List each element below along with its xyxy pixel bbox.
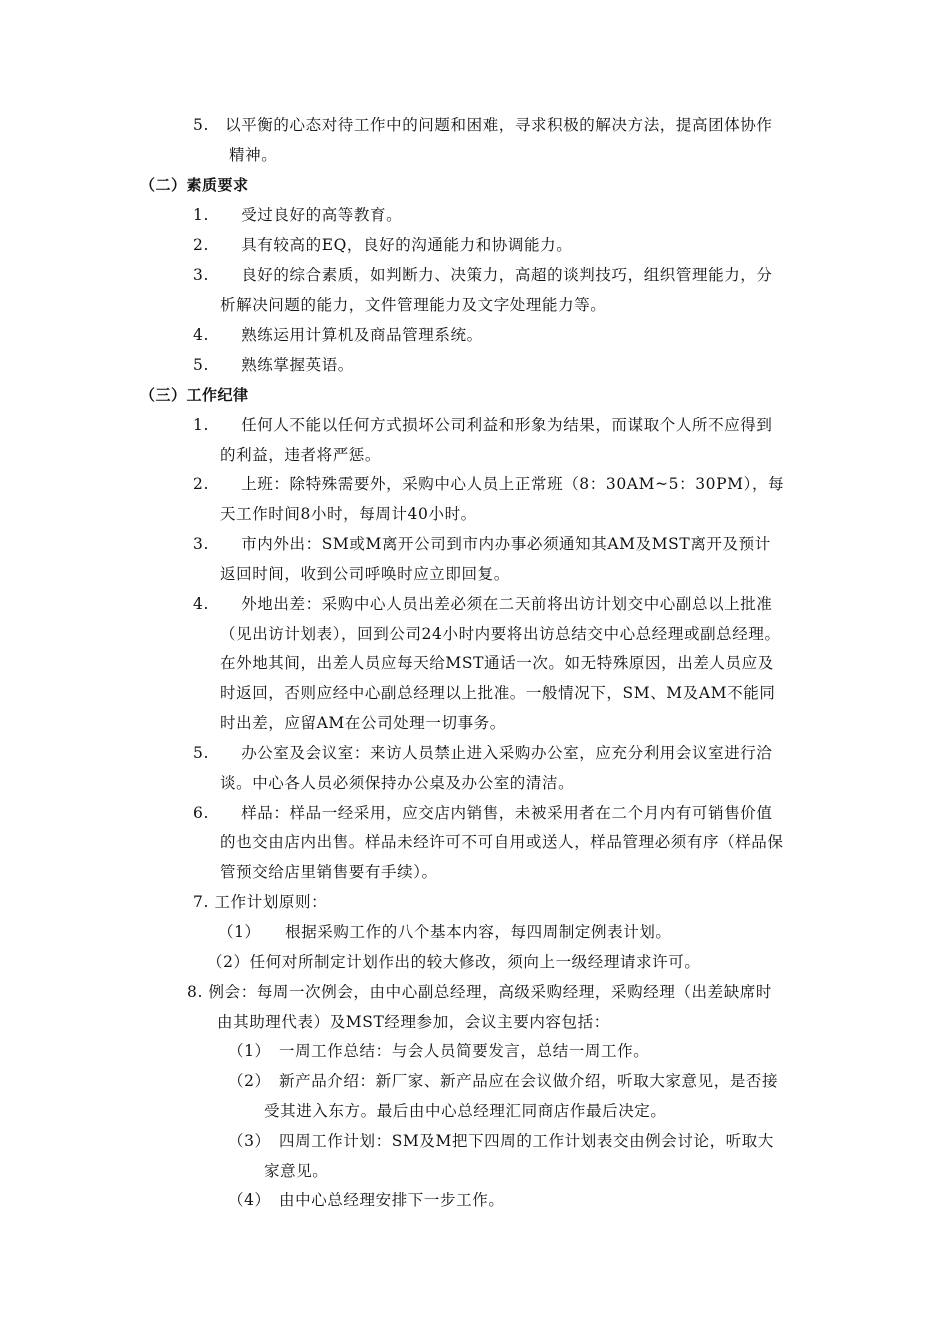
list-item: 6. 样品：样品一经采用，应交店内销售，未被采用者在二个月内有可销售价值 (193, 804, 773, 822)
sub-list-item: （1） 一周工作总结：与会人员简要发言，总结一周工作。 (228, 1042, 650, 1060)
list-item: 1. 受过良好的高等教育。 (193, 206, 403, 224)
list-item-continuation: 谈。中心各人员必须保持办公桌及办公室的清洁。 (220, 774, 575, 792)
list-item-continuation: （见出访计划表），回到公司24小时内要将出访总结交中心总经理或副总经理。 (220, 625, 781, 643)
list-item: 3. 良好的综合素质，如判断力、决策力，高超的谈判技巧，组织管理能力，分 (193, 266, 773, 284)
list-item-continuation: 由其助理代表）及MST经理参加，会议主要内容包括： (217, 1013, 610, 1031)
list-item: 5. 熟练掌握英语。 (193, 356, 354, 374)
sub-list-item: （3） 四周工作计划：SM及M把下四周的工作计划表交由例会讨论，听取大 (228, 1132, 774, 1150)
list-item-continuation: 管预交给店里销售要有手续）。 (220, 863, 438, 881)
sub-list-item: （4） 由中心总经理安排下一步工作。 (228, 1191, 505, 1209)
list-item: 3. 市内外出：SM或M离开公司到市内办事必须通知其AM及MST离开及预计 (193, 535, 771, 553)
list-item-continuation: 在外地其间，出差人员应每天给MST通话一次。如无特殊原因，出差人员应及 (220, 654, 774, 672)
list-item: 7. 工作计划原则： (193, 893, 328, 911)
list-item-continuation: 的利益，违者将严惩。 (220, 446, 382, 464)
list-item: 4. 外地出差：采购中心人员出差必须在二天前将出访计划交中心副总以上批准 (193, 595, 773, 613)
list-item: 5. 以平衡的心态对待工作中的问题和困难，寻求积极的解决方法，提高团体协作 (193, 116, 773, 134)
section-heading: （二）素质要求 (140, 176, 249, 194)
list-item: 2. 上班：除特殊需要外，采购中心人员上正常班（8：30AM~5：30PM），每 (193, 475, 785, 493)
list-item-continuation: 返回时间，收到公司呼唤时应立即回复。 (220, 565, 510, 583)
list-item: 8. 例会：每周一次例会，由中心副总经理，高级采购经理，采购经理（出差缺席时 (187, 983, 773, 1001)
list-item: 4. 熟练运用计算机及商品管理系统。 (193, 326, 483, 344)
sub-list-item: （2）任何对所制定计划作出的较大修改，须向上一级经理请求许可。 (207, 953, 701, 971)
list-item-continuation: 精神。 (229, 146, 278, 164)
list-item-continuation: 时返回，否则应经中心副总经理以上批准。一般情况下，SM、M及AM不能同 (220, 684, 776, 702)
sub-list-item: （1） 根据采购工作的八个基本内容，每四周制定例表计划。 (218, 923, 672, 941)
sub-list-item-continuation: 家意见。 (264, 1162, 329, 1180)
section-heading: （三）工作纪律 (140, 386, 249, 404)
list-item: 1. 任何人不能以任何方式损坏公司利益和形象为结果，而谋取个人所不应得到 (193, 416, 773, 434)
list-item-continuation: 析解决问题的能力，文件管理能力及文字处理能力等。 (220, 296, 607, 314)
list-item-continuation: 天工作时间8小时，每周计40小时。 (220, 505, 477, 523)
sub-list-item: （2） 新产品介绍：新厂家、新产品应在会议做介绍，听取大家意见，是否接 (228, 1072, 779, 1090)
list-item-continuation: 时出差，应留AM在公司处理一切事务。 (220, 714, 506, 732)
list-item: 5. 办公室及会议室：来访人员禁止进入采购办公室，应充分利用会议室进行洽 (193, 744, 773, 762)
sub-list-item-continuation: 受其进入东方。最后由中心总经理汇同商店作最后决定。 (264, 1102, 667, 1120)
list-item-continuation: 的也交由店内出售。样品未经许可不可自用或送人，样品管理必须有序（样品保 (220, 833, 784, 851)
list-item: 2. 具有较高的EQ，良好的沟通能力和协调能力。 (193, 236, 573, 254)
